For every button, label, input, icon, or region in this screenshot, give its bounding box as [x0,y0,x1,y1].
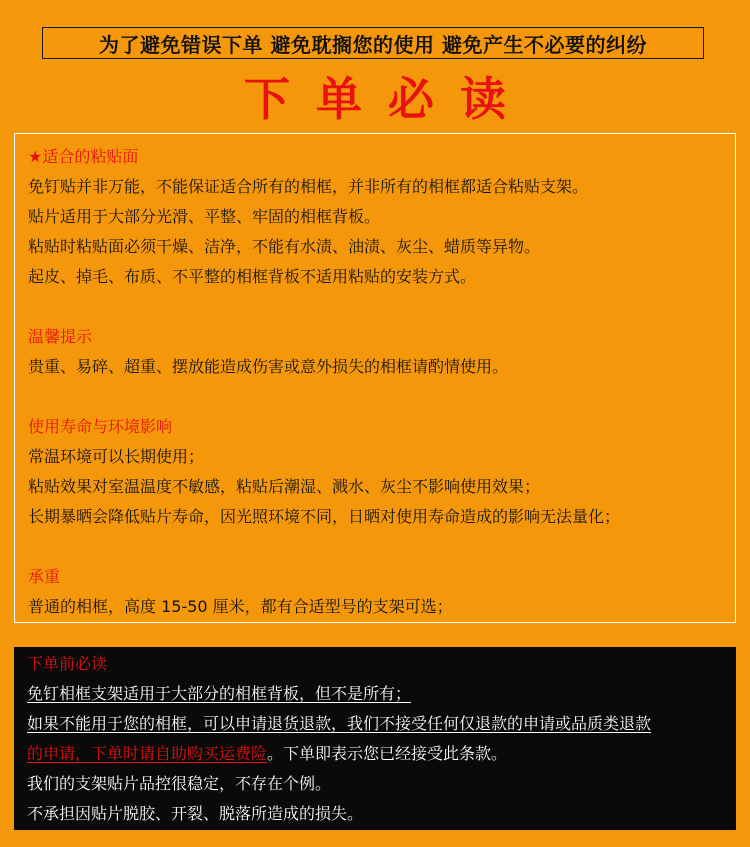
section-spacer [28,532,735,562]
lifespan-line: 长期暴晒会降低贴片寿命，因光照环境不同，日晒对使用寿命造成的影响无法量化； [28,507,621,526]
info-box [14,133,736,623]
surface-line: 起皮、掉毛、布质、不平整的相框背板不适用粘贴的安装方式。 [28,267,477,286]
top-banner: 为了避免错误下单 避免耽搁您的使用 避免产生不必要的纠纷 [42,27,704,59]
surface-line: 贴片适用于大部分光滑、平整、牢固的相框背板。 [28,207,381,226]
notice-box [14,647,736,830]
section-heading-surface: ★适合的粘贴面 [28,147,139,166]
notice-line: 不承担因贴片脱胶、开裂、脱落所造成的损失。 [27,804,364,823]
notice-mixed-line [27,739,736,769]
tips-line: 贵重、易碎、超重、摆放能造成伤害或意外损失的相框请酌情使用。 [28,357,509,376]
section-spacer [28,292,735,322]
section-heading-weight: 承重 [28,567,61,586]
notice-line: 我们的支架贴片品控很稳定，不存在个例。 [27,774,332,793]
notice-red-fragment: 的申请，下单时请自助购买运费险 [27,744,268,763]
notice-red-line: 如果不能用于您的相框，可以申请退货退款，我们不接受任何仅退款的申请或品质类退款 [27,714,652,733]
weight-line: 普通的相框，高度 15-50 厘米，都有合适型号的支架可选； [28,597,453,616]
lifespan-line: 常温环境可以长期使用； [28,447,205,466]
page-title: 下单必读 [244,72,532,126]
notice-red-line: 免钉相框支架适用于大部分的相框背板，但不是所有； [27,684,412,703]
notice-accept-terms: 。下单即表示您已经接受此条款。 [267,744,508,763]
lifespan-line: 粘贴效果对室温温度不敏感，粘贴后潮湿、溅水、灰尘不影响使用效果； [28,477,541,496]
notice-heading: 下单前必读 [27,654,108,673]
section-spacer [28,382,735,412]
section-heading-lifespan: 使用寿命与环境影响 [28,417,173,436]
surface-line: 免钉贴并非万能，不能保证适合所有的相框，并非所有的相框都适合粘贴支架。 [28,177,589,196]
surface-line: 粘贴时粘贴面必须干燥、洁净，不能有水渍、油渍、灰尘、蜡质等异物。 [28,237,541,256]
section-heading-tips: 温馨提示 [28,327,93,346]
